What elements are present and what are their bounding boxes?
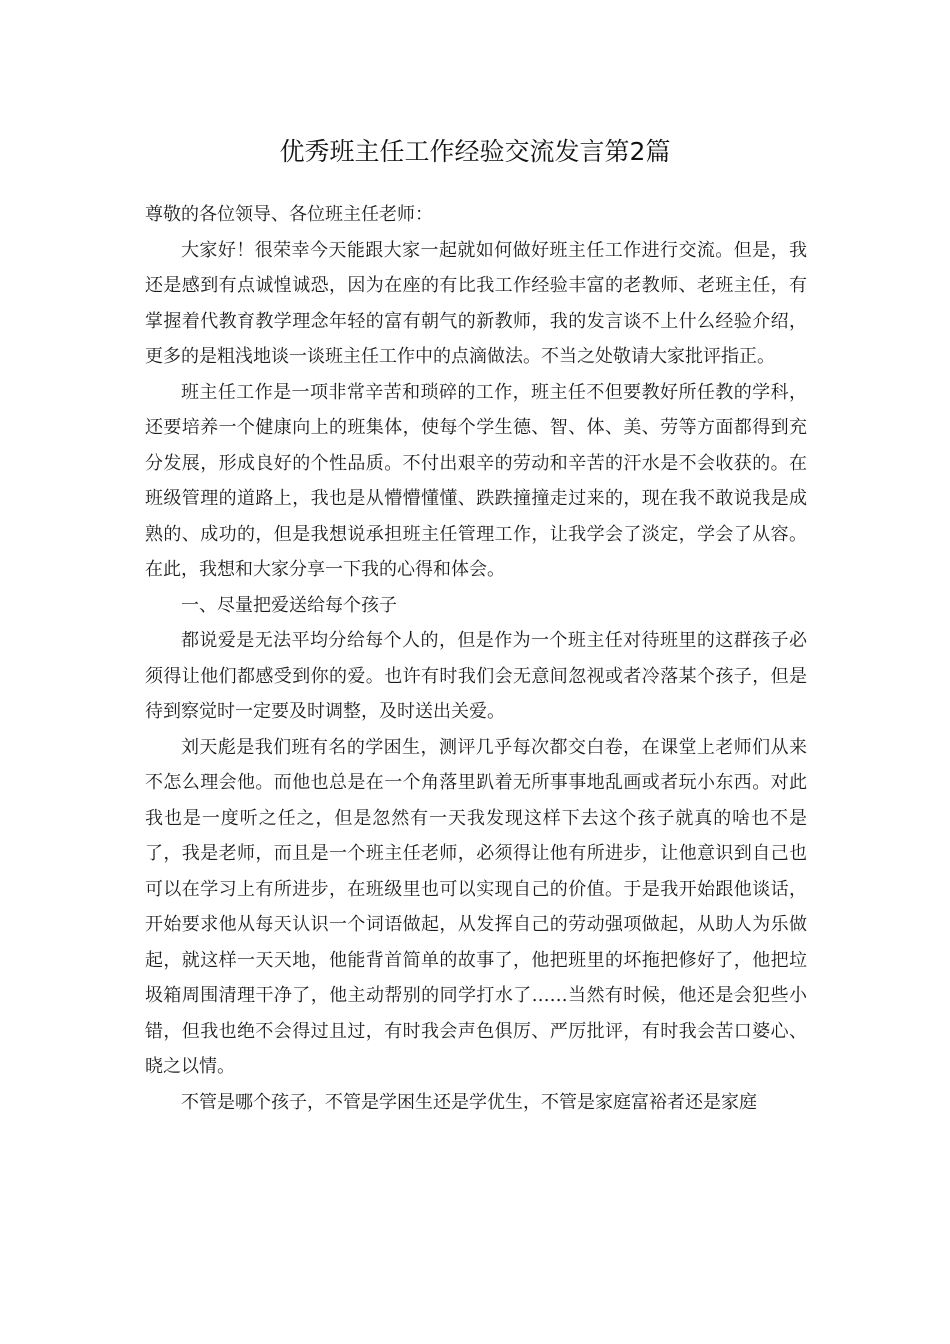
- body-paragraph: 刘天彪是我们班有名的学困生，测评几乎每次都交白卷，在课堂上老师们从来不怎么理会他。而他也总是在一个角落里趴着无所事事地乱画或者玩小东西。对此我也是一度听之任之，但是忽然有一天我发现这样下去这个孩子就真的啥也不是了，我是老师，而且是一个班主任老师，必须得让他有所进步，让他意识到自己也可以在学习上有所进步，在班级里也可以实现自己的价值。于是我开始跟他谈话，开始要求他从每天认识一个词语做起，从发挥自己的劳动强项做起，从助人为乐做起，就这样一天天地，他能背首简单的故事了，他把班里的坏拖把修好了，他把垃圾箱周围清理干净了，他主动帮别的同学打水了……当然有时候，他还是会犯些小错，但我也绝不会得过且过，有时我会声色俱厉、严厉批评，有时我会苦口婆心、晓之以情。: [145, 736, 807, 1077]
- body-paragraph: 不管是哪个孩子，不管是学困生还是学优生，不管是家庭富裕者还是家庭: [181, 1091, 757, 1113]
- body-paragraph: 班主任工作是一项非常辛苦和琐碎的工作，班主任不但要教好所任教的学科，还要培养一个健康向上的班集体，使每个学生德、智、体、美、劳等方面都得到充分发展，形成良好的个性品质。不付出艰辛的劳动和辛苦的汗水是不会收获的。在班级管理的道路上，我也是从懵懵懂懂、跌跌撞撞走过来的，现在我不敢说我是成熟的、成功的，但是我想说承担班主任管理工作，让我学会了淡定，学会了从容。在此，我想和大家分享一下我的心得和体会。: [145, 381, 807, 580]
- salutation-paragraph: 尊敬的各位领导、各位班主任老师：: [145, 204, 433, 225]
- body-paragraph: 都说爱是无法平均分给每个人的，但是作为一个班主任对待班里的这群孩子必须得让他们都感受到你的爱。也许有时我们会无意间忽视或者冷落某个孩子，但是待到察觉时一定要及时调整，及时送出关爱。: [145, 630, 807, 722]
- section-heading: 一、尽量把爱送给每个孩子: [181, 594, 397, 616]
- document-title: 优秀班主任工作经验交流发言第2篇: [279, 137, 671, 166]
- greeting-paragraph: 大家好！很荣幸今天能跟大家一起就如何做好班主任工作进行交流。但是，我还是感到有点诚惶诚恐，因为在座的有比我工作经验丰富的老教师、老班主任，有掌握着代教育教学理念年轻的富有朝气的新教师，我的发言谈不上什么经验介绍，更多的是粗浅地谈一谈班主任工作中的点滴做法。不当之处敬请大家批评指正。: [145, 239, 807, 367]
- document-body: [145, 197, 807, 1120]
